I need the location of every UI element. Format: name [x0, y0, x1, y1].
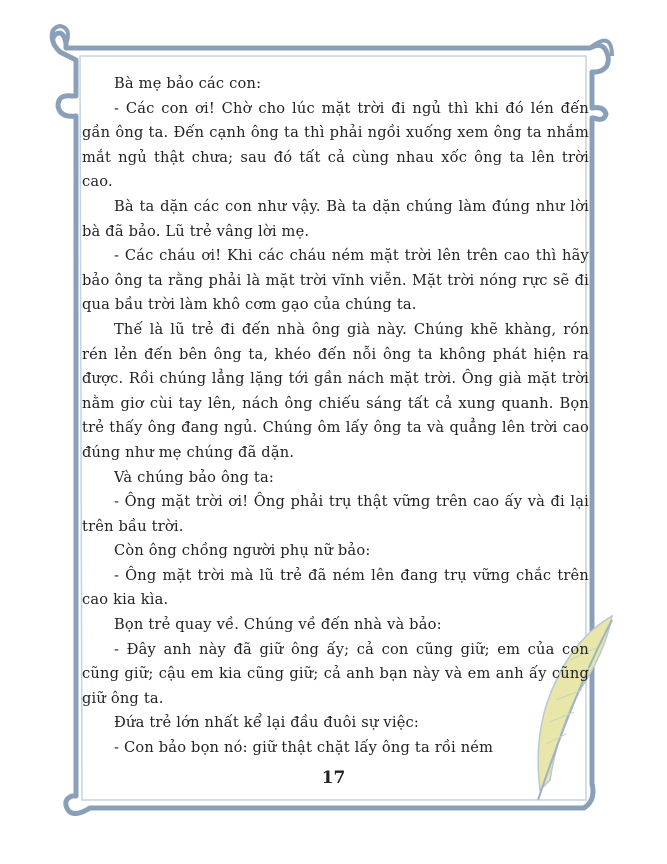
paragraph: - Con bảo bọn nó: giữ thật chặt lấy ông ta rồi ném — [114, 739, 494, 757]
paragraph: - Ông mặt trời mà lũ trẻ đã ném lên đang trụ vững chắc trên cao kia kìa. — [82, 566, 589, 609]
paragraph: Còn ông chồng người phụ nữ bảo: — [114, 542, 371, 560]
page-body — [82, 72, 589, 761]
paragraph: - Các con ơi! Chờ cho lúc mặt trời đi ngủ thì khi đó lén đến gần ông ta. Đến cạnh ông ta thì phải ngồi xuống xem ông ta nhắm mắt ngủ thật chưa; sau đó tất cả cùng nhau xốc ông ta lên trời cao. — [82, 99, 589, 191]
paragraph: Và chúng bảo ông ta: — [114, 468, 275, 486]
paragraph: Bà mẹ bảo các con: — [114, 75, 262, 92]
paragraph: - Các cháu ơi! Khi các cháu ném mặt trời lên trên cao thì hãy bảo ông ta rằng phải là mặt trời vĩnh viễn. Mặt trời nóng rực sẽ đi qua bầu trời làm khô cơm gạo của chúng ta. — [82, 247, 589, 314]
paragraph: Thế là lũ trẻ đi đến nhà ông già này. Chúng khẽ khàng, rón rén lẻn đến bên ông ta, khéo đến nỗi ông ta không phát hiện ra được. Rồi chúng lẳng lặng tới gần nách mặt trời. Ông già mặt trời nằm giơ cùi tay lên, nách ông chiếu sáng tất cả xung quanh. Bọn trẻ thấy ông đang ngủ. Chúng ôm lấy ông ta và quẳng lên trời cao đúng như mẹ chúng đã dặn. — [82, 320, 589, 461]
paragraph: Bà ta dặn các con như vậy. Bà ta dặn chúng làm đúng như lời bà đã bảo. Lũ trẻ vâng lời mẹ. — [82, 197, 589, 240]
paragraph: - Đây anh này đã giữ ông ấy; cả con cũng giữ; em của con cũng giữ; cậu em kia cũng giữ; cả anh bạn này và em anh ấy cũng giữ ông ta. — [82, 640, 589, 707]
page-number: 17 — [321, 768, 346, 788]
paragraph: Đứa trẻ lớn nhất kể lại đầu đuôi sự việc: — [114, 714, 420, 732]
paragraph: - Ông mặt trời ơi! Ông phải trụ thật vững trên cao ấy và đi lại trên bầu trời. — [82, 493, 589, 535]
paragraph: Bọn trẻ quay về. Chúng về đến nhà và bảo: — [114, 616, 442, 634]
